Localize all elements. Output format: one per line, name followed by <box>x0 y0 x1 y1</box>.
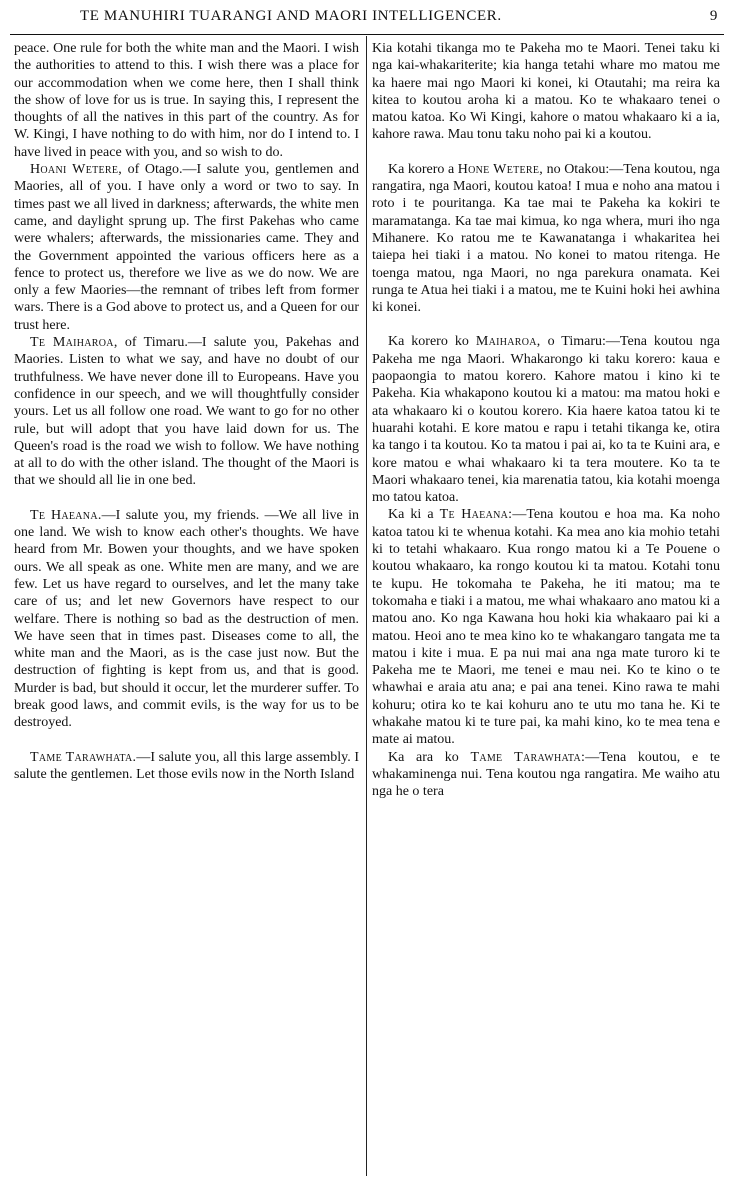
lead-text: Ka korero ko <box>388 334 476 350</box>
speech-text: —I salute you, all this large assembly. I salute the gentlemen. Let those evils now in the North Island <box>14 749 360 782</box>
speech-text: —I salute you, my friends. —We all live in one land. We wish to know each other's thoughts. We have heard from Mr. Bowen your thoughts, and we have spoken ours. We all speak as one. White men are many, and we are few. Let us have regard to ourselves, and let the many take care of us; and let new Governors have respect to our welfare. There is nothing so bad as the destruction of men. We have seen that in times past. Diseases come to all, the white man and the Maori, as is the case just now. But the destruction of fighting is kept from us, and that is good. Murder is bad, but should it occur, let the murderer suffer. To break good laws, and commit evils, is the way for us to be destroyed. <box>14 507 360 731</box>
speech-te-maiharoa <box>14 334 359 490</box>
lead-text: Ka ki a <box>388 507 440 523</box>
page-number: 9 <box>709 8 718 24</box>
speech-tame-tarawhata <box>14 749 359 784</box>
paragraph-continued: peace. One rule for both the white man and the Maori. I wish the authorities to attend to this. I wish there was a place for our accommodation when we come here, then I shall think the show of love for us is true. In saying this, I represent the thoughts of all the natives in this part of the country. As for W. Kingi, I have nothing to do with him, nor do I intend to. I have lived in peace with you, and so wish to do. <box>14 41 359 160</box>
column-divider <box>366 36 367 1176</box>
korero-hone-wetere <box>372 161 720 317</box>
speaker-name: Te Haeana. <box>30 507 102 523</box>
lead-text: Ka ara ko <box>388 749 471 765</box>
maori-column <box>372 40 720 800</box>
speech-text: —Tena koutou e hoa ma. Ka noho katoa tatou ki te whenua kotahi. Ka mea ano kia mohio tetahi ki to tetahi whakaaro. Kua rongo matou ki a Te Pouene o koutou whakaaro, ka rongo koutou ki ta matou. Kotahi tonu te kupu. He tokomaha te Pakeha, he iti matou; ma te tokomaha e tiaki i a matou, me whai whakaaro ano matou ki a matou ano. Ko nga Kawana hou hoki kia whakaaro pai ki a matou. Heoi ano te mea kino ko te whakangaro tangata me ta matou i kite i mua. E pa nui mai ana nga mate turoro ki te Pakeha me te Maori, me tenei e mau nei. Ko te kino o te whawhai e araia atu ana; e pai ana tenei. Kino rawa te mahi kohuru; otira ko te kai kohuru ano te utu mo tana he. Ki te whakahe matou ki te ture pai, ka mahi kino, ko te mea tena e mate ai matou. <box>372 507 721 748</box>
speaker-name: Tame Tarawhata. <box>30 749 137 765</box>
page-header <box>0 4 734 28</box>
speech-te-haeana <box>14 507 359 732</box>
english-column <box>14 40 359 783</box>
speech-text: no Otakou:—Tena koutou, nga rangatira, nga Maori, koutou katoa! I mua e noho ana matou i roto i te pouritanga. Ka tae mai te Pakeha ka kokiri te maramatanga. Ka tae mai kimua, ko nga whera, muri iho nga Mihanere. Ko ratou me te Kawanatanga i whakaritea hei taiepa hei tiaki i a matou. No konei to matou ritenga. He toenga matou, nga Maori, no nga parekura onamata. Kei runga te Atua hei tiaki i a matou, me te Kuini hoki hei awhina ki konei. <box>372 161 720 316</box>
korero-te-haeana <box>372 506 720 748</box>
speaker-name: Tame Tarawhata: <box>470 749 586 765</box>
speech-text: of Timaru.—I salute you, Pakehas and Maories. Listen to what we say, and have no doubt of our truthfulness. We have never done ill to Europeans. Have you confidence in our speech, and we will thoughtfully consider yours. Let us all follow one road. We want to go for no other rule, but will adopt that you have laid down for us. The Queen's road is the road we wish to follow. We have nothing at all to do with the other island. The thought of the Maori is that we should all lie in one bed. <box>14 335 359 489</box>
speaker-name: Maiharoa, <box>475 334 541 350</box>
speech-text: —Tena koutou, e te whakaminenga nui. Tena koutou nga rangatira. Me waiho atu nga he o tera <box>372 749 720 800</box>
speech-text: of Otago.—I salute you, gentlemen and Maories, all of you. I have only a word or two to say. In times past we all lived in darkness; afterwards, the white men came, and daylight sprung up. The first Pakehas who came were whalers; afterwards, the missionaries came. They and the Government appointed the various officers here as a fence to protect us, therefore we live as we do now. We are only a few Maories—the remnant of tribes left from former wars. There is a God above to protect us, and a Queen for our trust here. <box>14 162 360 333</box>
lead-text: Ka korero a <box>388 161 458 177</box>
speech-text: o Timaru:—Tena koutou nga Pakeha me nga Maori. Whakarongo ki taku korero: kaua e paopaongia to matou korero. Kahore matou i kino ki te Pakeha. Kia whakapono koutou ki a matou: ma matou hoki e ata whakaaro ki o koutou korero. Kia haere katoa tatou ki te huarahi kotahi. E kore matou e rapu i tetahi tikanga ke, otira ka tango i ta koutou. Ko ta matou i pai ai, ko ta te Kuini ara, e kore matou e whai whakaaro ki ta tera moutere. Ko ta te Maori whakaaro tenei, kia marenatia tatou, kia kotahi moenga mo tatou katoa. <box>372 334 720 506</box>
header-rule <box>10 34 724 35</box>
speech-hoani-wetere <box>14 161 359 334</box>
korero-tame-tarawhata <box>372 749 720 801</box>
speaker-name: Te Maiharoa, <box>30 335 118 351</box>
paragraph-continued: Kia kotahi tikanga mo te Pakeha mo te Maori. Tenei taku ki nga kai-whakariterite; kia hanga tetahi whare mo matou me ka haere mai ngo Maori ki konei, ki Otautahi; ma reira ka kitea to koutou aroha ki a matou. Ko te whakaaro tenei o matou katoa. Ko Wi Kingi, kahore o matou whakaaro ki a ia, kahore rawa. Mau tonu taku noho pai ki a koutou. <box>372 41 720 143</box>
speaker-name: Te Haeana: <box>439 507 513 523</box>
running-title: TE MANUHIRI TUARANGI AND MAORI INTELLIGENCER. <box>80 8 502 24</box>
speaker-name: Hoani Wetere, <box>30 162 123 178</box>
korero-maiharoa <box>372 333 720 506</box>
speaker-name: Hone Wetere, <box>457 161 544 177</box>
